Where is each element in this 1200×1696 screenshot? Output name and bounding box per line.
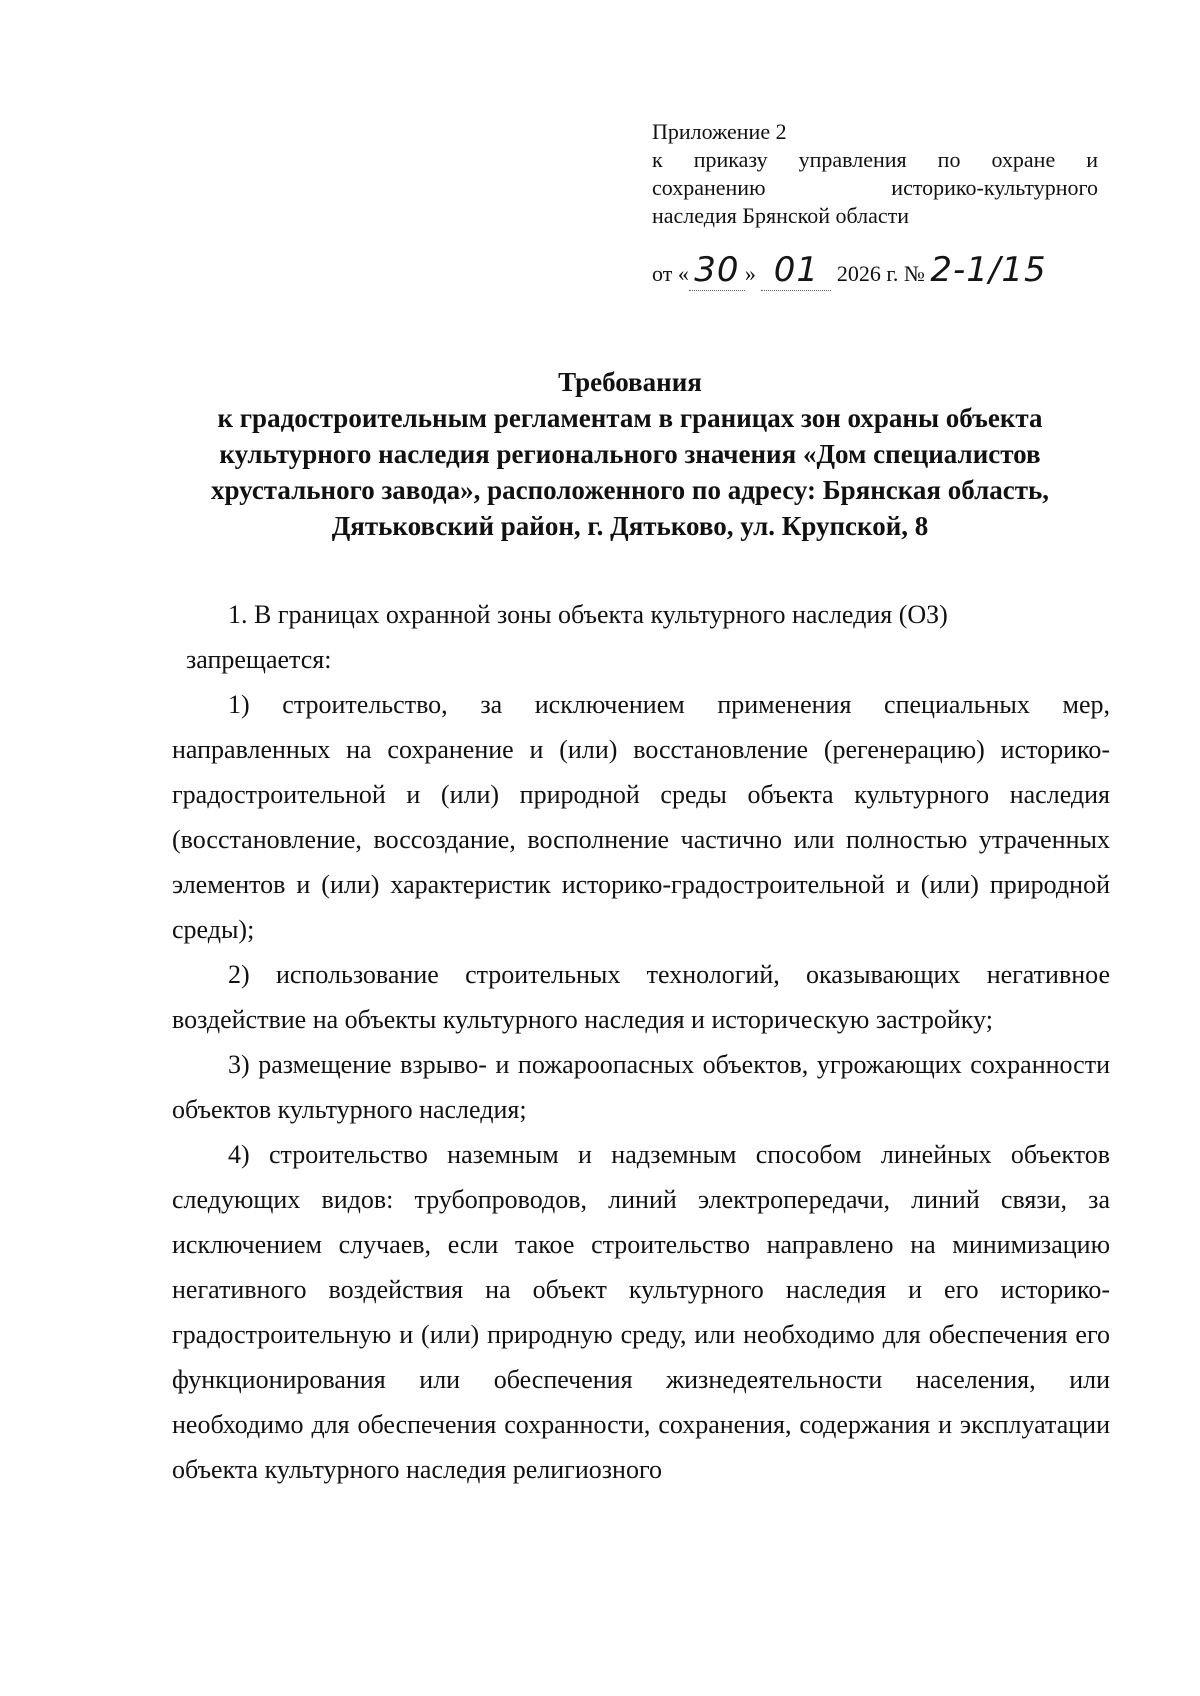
annex-number: Приложение 2 — [652, 119, 787, 144]
order-date-number — [652, 250, 1112, 294]
list-item-3: 3) размещение взрыво- и пожароопасных объектов, угрожающих сохранности объектов культурного наследия; — [172, 1050, 1110, 1124]
title-line-2: культурного наследия регионального значения «Дом специалистов — [219, 439, 1041, 469]
order-number-handwritten: 2-1/15 — [930, 250, 1047, 290]
annex-line-region: наследия Брянской области — [652, 203, 910, 228]
order-year: 2026 г. № — [836, 261, 925, 286]
title-line-3: хрустального завода», расположенного по адресу: Брянская область, — [210, 475, 1049, 505]
document-title — [180, 364, 1080, 544]
title-line-4: Дятьковский район, г. Дятьково, ул. Крупской, 8 — [331, 511, 929, 541]
annex-line-authority: сохранению историко-культурного — [652, 175, 1098, 200]
order-day-handwritten: 30 — [689, 250, 745, 291]
paragraph-1-intro: 1. В границах охранной зоны объекта культурного наследия (ОЗ) — [228, 600, 948, 629]
title-heading: Требования — [558, 367, 702, 397]
list-item-4: 4) строительство наземным и надземным способом линейных объектов следующих видов: трубопроводов, линий электропередачи, линий связи, за исключением случаев, если такое строительство направлено на минимизацию негативного воздействия на объект культурного наследия и его историко-градостроительную и (или) природную среду, или необходимо для обеспечения его функционирования или обеспечения жизнедеятельности населения, или необходимо для обеспечения сохранности, сохранения, содержания и эксплуатации объекта культурного наследия религиозного — [172, 1140, 1110, 1484]
annex-header — [652, 118, 1098, 230]
order-quote-close: » — [744, 261, 756, 286]
list-item-1: 1) строительство, за исключением применения специальных мер, направленных на сохранение и (или) восстановление (регенерацию) историко-градостроительной и (или) природной среды объекта культурного наследия (восстановление, воссоздание, восполнение частично или полностью утраченных элементов и (или) характеристик историко-градостроительной и (или) природной среды); — [172, 690, 1110, 944]
order-from-label: от « — [652, 261, 689, 286]
paragraph-1-continuation: запрещается: — [186, 645, 332, 674]
order-month-handwritten: 01 — [761, 250, 831, 291]
title-line-1: к градостроительным регламентам в границах зон охраны объекта — [217, 403, 1043, 433]
document-body — [172, 592, 1110, 1492]
list-item-2: 2) использование строительных технологий, оказывающих негативное воздействие на объекты культурного наследия и историческую застройку; — [172, 960, 1110, 1034]
annex-line-order: к приказу управления по охране и — [652, 147, 1098, 172]
